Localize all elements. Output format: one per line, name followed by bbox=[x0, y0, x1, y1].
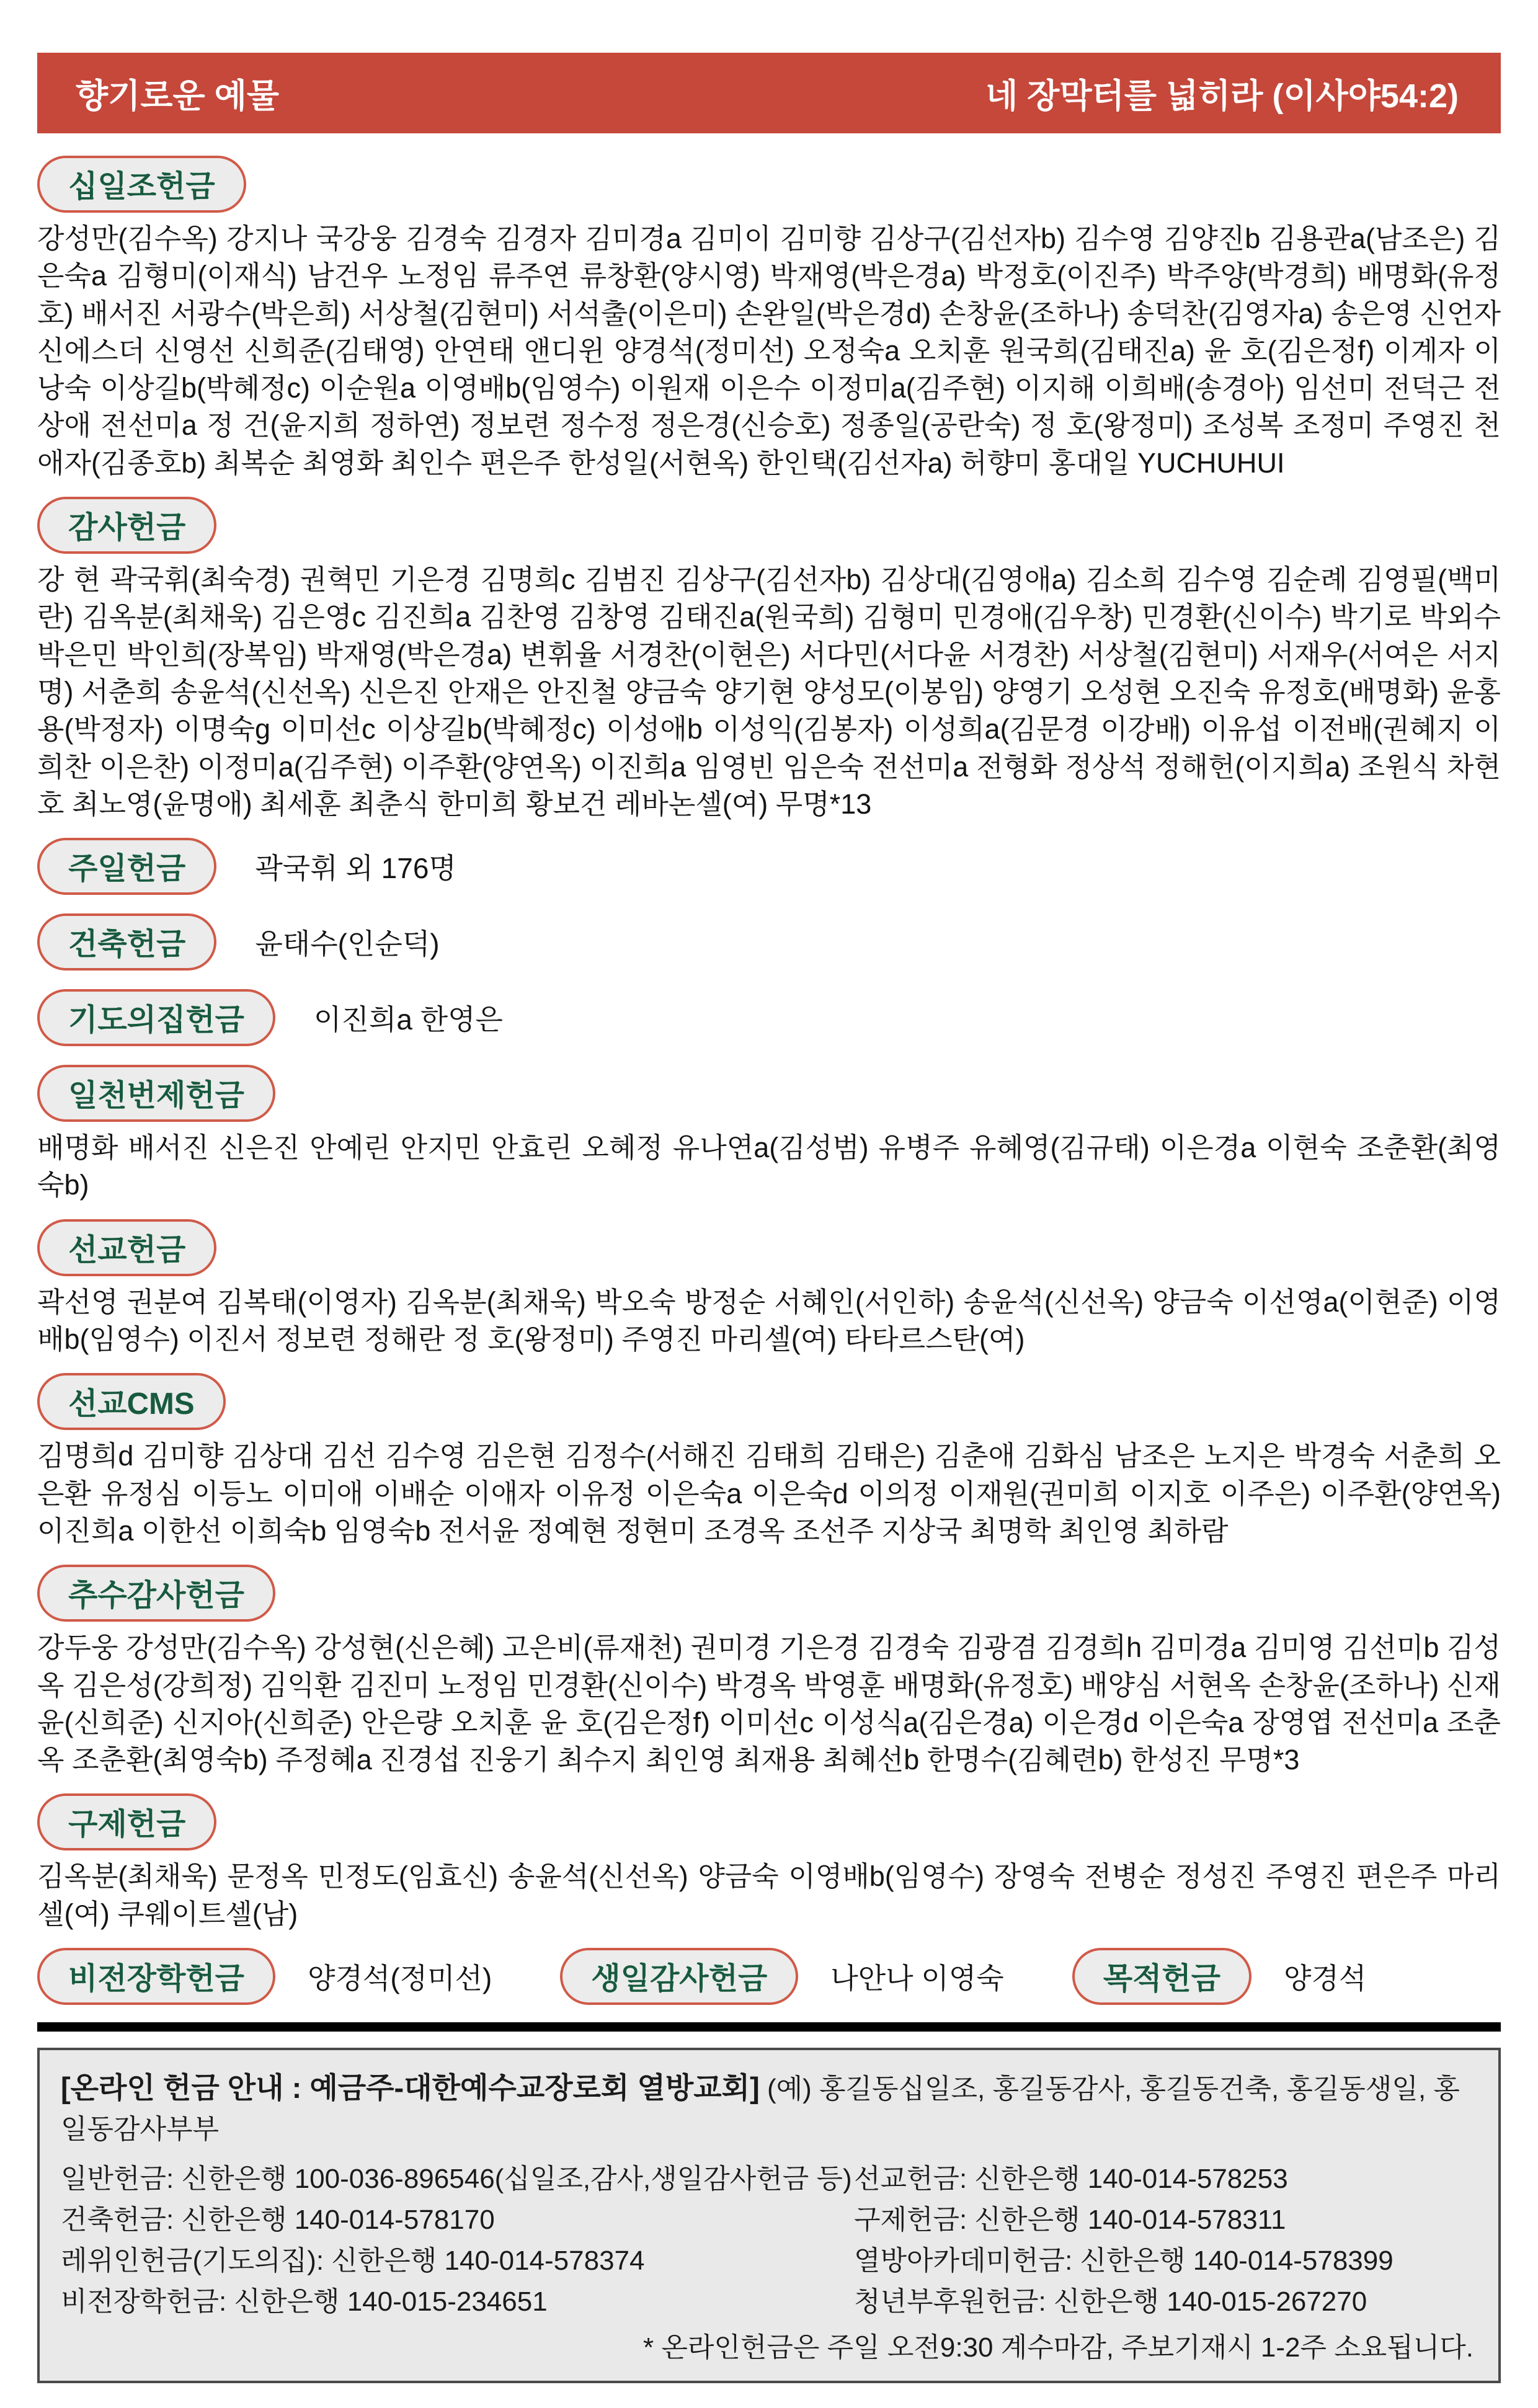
section-thousand-offering-label: 일천번제헌금 bbox=[37, 1065, 275, 1122]
bottom-item-vision-scholarship-body: 양경석(정미선) bbox=[308, 1962, 492, 1995]
sections-container bbox=[37, 156, 1501, 1933]
section-mission-offering-label: 선교헌금 bbox=[37, 1219, 216, 1276]
divider-rule bbox=[37, 2022, 1501, 2032]
section-house-of-prayer-offering-label: 기도의집헌금 bbox=[37, 989, 275, 1046]
bottom-row bbox=[37, 1948, 1501, 2005]
section-mission-offering bbox=[37, 1219, 1501, 1359]
bottom-item-purpose-offering-label: 목적헌금 bbox=[1072, 1948, 1251, 2005]
account-line: 건축헌금: 신한은행 140-014-578170 bbox=[61, 2205, 495, 2236]
section-relief-offering-label: 구제헌금 bbox=[37, 1793, 216, 1850]
section-harvest-thanksgiving bbox=[37, 1565, 1501, 1779]
bottom-item-purpose-offering-body: 양경석 bbox=[1284, 1962, 1367, 1995]
account-line: 열방아카데미헌금: 신한은행 140-014-578399 bbox=[854, 2246, 1394, 2277]
bottom-item-birthday-thanksgiving bbox=[560, 1948, 1003, 2005]
bottom-item-purpose-offering bbox=[1072, 1948, 1367, 2005]
section-thanksgiving bbox=[37, 497, 1501, 823]
bottom-item-vision-scholarship-label: 비전장학헌금 bbox=[37, 1948, 275, 2005]
online-giving-box bbox=[37, 2048, 1501, 2383]
online-box-title-line bbox=[61, 2065, 1477, 2146]
section-thousand-offering-body: 배명화 배서진 신은진 안예린 안지민 안효린 오혜정 유나연a(김성범) 유병주 유혜영(김규태) 이은경a 이현숙 조춘환(최영숙b) bbox=[37, 1132, 1501, 1201]
section-mission-cms-label: 선교CMS bbox=[37, 1373, 226, 1430]
header-left-title: 향기로운 예물 bbox=[76, 77, 279, 115]
account-line: 구제헌금: 신한은행 140-014-578311 bbox=[854, 2205, 1286, 2236]
section-tithe bbox=[37, 156, 1501, 482]
online-box-note: * 온라인헌금은 주일 오전9:30 계수마감, 주보기재시 1-2주 소요됩니다. bbox=[643, 2332, 1474, 2363]
bottom-item-birthday-thanksgiving-label: 생일감사헌금 bbox=[560, 1948, 798, 2005]
section-building-offering bbox=[37, 913, 1501, 971]
bottom-item-vision-scholarship bbox=[37, 1948, 492, 2005]
account-line: 레위인헌금(기도의집): 신한은행 140-014-578374 bbox=[61, 2246, 645, 2277]
account-line: 비전장학헌금: 신한은행 140-015-234651 bbox=[61, 2286, 548, 2317]
section-tithe-body: 강성만(김수옥) 강지나 국강웅 김경숙 김경자 김미경a 김미이 김미향 김상구(김선자b) 김수영 김양진b 김용관a(남조은) 김은숙a 김형미(이재식) 남건우 노정임 류주연 류창환(양시영) 박재영(박은경a) 박정호(이진주) 박주양(박경희) 배명화(유정호) 배서진 서광수(박은희) 서상철(김현미) 서석출(이은미) 손완일(박은경d) 손창윤(조하나) 송덕찬(김영자a) 송은영 신언자 신에스더 신영선 신희준(김태영) 안연태 앤디윈 양경석(정미선) 오정숙a 오치훈 원국희(김태진a) 윤 호(김은정f) 이계자 이낭숙 이상길b(박혜정c) 이순원a 이영배b(임영수) 이원재 이은수 이정미a(김주현) 이지해 이희배(송경아) 임선미 전덕근 전상애 전선미a 정 건(윤지희 정하연) 정보련 정수정 정은경(신승호) 정종일(공란숙) 정 호(왕정미) 조성복 조정미 주영진 천애자(김종호b) 최복순 최영화 최인수 편은주 한성일(서현옥) 한인택(김선자a) 허향미 홍대일 YUCHUHUI bbox=[37, 223, 1501, 479]
section-sunday-offering bbox=[37, 838, 1501, 895]
bulletin-page bbox=[37, 53, 1501, 2383]
accounts-right-column bbox=[854, 2159, 1394, 2322]
section-sunday-offering-body: 곽국휘 외 176명 bbox=[255, 852, 456, 885]
header-right-title: 네 장막터를 넓히라 (이사야54:2) bbox=[985, 77, 1459, 115]
section-harvest-thanksgiving-label: 추수감사헌금 bbox=[37, 1565, 275, 1622]
section-mission-offering-body: 곽선영 권분여 김복태(이영자) 김옥분(최채욱) 박오숙 방정순 서혜인(서인하) 송윤석(신선옥) 양금숙 이선영a(이현준) 이영배b(임영수) 이진서 정보련 정해란 정 호(왕정미) 주영진 마리셀(여) 타타르스탄(여) bbox=[37, 1286, 1501, 1356]
section-relief-offering-body: 김옥분(최채욱) 문정옥 민정도(임효신) 송윤석(신선옥) 양금숙 이영배b(임영수) 장영숙 전병순 정성진 주영진 편은주 마리셀(여) 쿠웨이트셀(남) bbox=[37, 1860, 1501, 1930]
header-bar bbox=[37, 53, 1501, 133]
section-harvest-thanksgiving-body: 강두웅 강성만(김수옥) 강성현(신은혜) 고은비(류재천) 권미경 기은경 김경숙 김광겸 김경희h 김미경a 김미영 김선미b 김성옥 김은성(강희정) 김익환 김진미 노정임 민경환(신이수) 박경옥 박영훈 배명화(유정호) 배양심 서현옥 손창윤(조하나) 신재윤(신희준) 신지아(신희준) 안은량 오치훈 윤 호(김은정f) 이미선c 이성식a(김은경a) 이은경d 이은숙a 장영엽 전선미a 조춘옥 조춘환(최영숙b) 주정혜a 진경섭 진웅기 최수지 최인영 최재용 최혜선b 한명수(김혜련b) 한성진 무명*3 bbox=[37, 1632, 1501, 1776]
account-line: 선교헌금: 신한은행 140-014-578253 bbox=[854, 2164, 1288, 2195]
section-thousand-offering bbox=[37, 1065, 1501, 1204]
section-relief-offering bbox=[37, 1793, 1501, 1933]
section-thanksgiving-label: 감사헌금 bbox=[37, 497, 216, 554]
account-line: 청년부후원헌금: 신한은행 140-015-267270 bbox=[854, 2286, 1367, 2317]
online-box-title: [온라인 헌금 안내 : 예금주-대한예수교장로회 열방교회] bbox=[61, 2071, 760, 2105]
accounts-columns bbox=[61, 2159, 1477, 2322]
account-line: 일반헌금: 신한은행 100-036-896546(십일조,감사,생일감사헌금 등) bbox=[61, 2164, 852, 2195]
section-house-of-prayer-offering-body: 이진희a 한영은 bbox=[314, 1003, 503, 1036]
accounts-left-column bbox=[61, 2159, 854, 2322]
section-tithe-label: 십일조헌금 bbox=[37, 156, 246, 213]
section-building-offering-body: 윤태수(인순덕) bbox=[255, 928, 440, 961]
section-building-offering-label: 건축헌금 bbox=[37, 913, 216, 971]
section-mission-cms bbox=[37, 1373, 1501, 1550]
online-box-example: (예) 홍길동십일조, 홍길동감사, 홍길동건축, 홍길동생일, 홍일동감사부부 bbox=[61, 2074, 1460, 2145]
bottom-item-birthday-thanksgiving-body: 나안나 이영숙 bbox=[830, 1962, 1004, 1995]
section-sunday-offering-label: 주일헌금 bbox=[37, 838, 216, 895]
section-thanksgiving-body: 강 현 곽국휘(최숙경) 권혁민 기은경 김명희c 김범진 김상구(김선자b) 김상대(김영애a) 김소희 김수영 김순례 김영필(백미란) 김옥분(최채욱) 김은영c 김진희a 김찬영 김창영 김태진a(원국희) 김형미 민경애(김우창) 민경환(신이수) 박기로 박외수 박은민 박인희(장복임) 박재영(박은경a) 변휘율 서경찬(이현은) 서다민(서다윤 서경찬) 서상철(김현미) 서재우(서여은 서지명) 서춘희 송윤석(신선옥) 신은진 안재은 안진철 양금숙 양기현 양성모(이봉임) 양영기 오성현 오진숙 유정호(배명화) 윤홍용(박정자) 이명숙g 이미선c 이상길b(박혜정c) 이성애b 이성익(김봉자) 이성희a(김문경 이강배) 이유섭 이전배(권혜지 이희찬 이은찬) 이정미a(김주현) 이주환(양연옥) 이진희a 임영빈 임은숙 전선미a 전형화 정상석 정해헌(이지희a) 조원식 차현호 최노영(윤명애) 최세훈 최춘식 한미희 황보건 레바논셀(여) 무명*13 bbox=[37, 564, 1501, 820]
section-house-of-prayer-offering bbox=[37, 989, 1501, 1046]
section-mission-cms-body: 김명희d 김미향 김상대 김선 김수영 김은현 김정수(서해진 김태희 김태은) 김춘애 김화심 남조은 노지은 박경숙 서춘희 오은환 유정심 이등노 이미애 이배순 이애자 이유정 이은숙a 이은숙d 이의정 이재원(권미희 이지호 이주은) 이주환(양연옥) 이진희a 이한선 이희숙b 임영숙b 전서윤 정예현 정현미 조경옥 조선주 지상국 최명학 최인영 최하람 bbox=[37, 1440, 1501, 1547]
